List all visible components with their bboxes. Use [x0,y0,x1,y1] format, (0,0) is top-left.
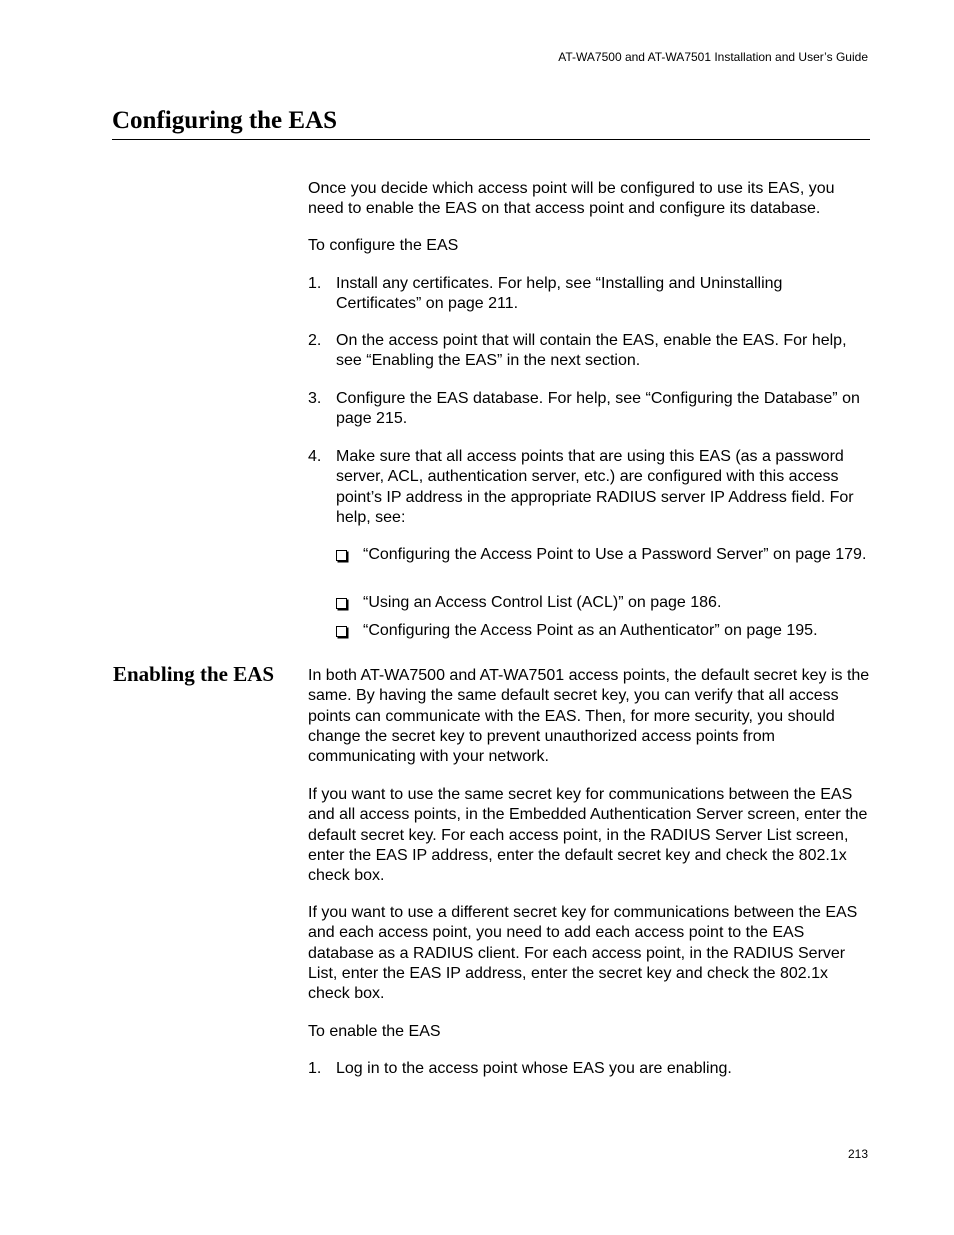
running-header: AT-WA7500 and AT-WA7501 Installation and User’s Guide [558,50,868,64]
step-number: 4. [308,448,322,465]
paragraph: If you want to use a different secret key for communications between the EAS and each access point, you need to add each access point to the EAS database as a RADIUS client. For each access point, in the RADIUS Server List, enter the EAS IP address, enter the secret key and check the 802.1x check box. [308,904,858,1003]
step-text: Log in to the access point whose EAS you are enabling. [336,1060,732,1077]
paragraph: In both AT-WA7500 and AT-WA7501 access points, the default secret key is the same. By having the same default secret key, you can verify that all access points can communicate with the EAS. Then, for more security, you should change the secret key to prevent unauthorized access points from communicating with your network. [308,667,870,766]
step-text: Configure the EAS database. For help, see “Configuring the Database” on page 215. [336,390,860,428]
paragraph: If you want to use the same secret key for communications between the EAS and all access points, in the Embedded Authentication Server screen, enter the default secret key. For each access point, in the RADIUS Server List screen, enter the EAS IP address, enter the default secret key and check the 802.1x check box. [308,786,868,885]
step-number: 1. [308,1060,322,1077]
step-text: On the access point that will contain the EAS, enable the EAS. For help, see “Enabling the EAS” in the next section. [336,332,847,370]
page-number: 213 [847,1147,868,1161]
checkbox-bullet-icon [336,598,347,609]
step-number: 1. [308,275,322,292]
checkbox-bullet-icon [336,550,347,561]
title-rule [112,139,870,140]
step-text: Install any certificates. For help, see “Installing and Uninstalling Certificates” on page 211. [336,275,783,313]
step-number: 2. [308,332,322,349]
procedure-intro: To enable the EAS [308,1023,441,1040]
intro-paragraph: Once you decide which access point will be configured to use its EAS, you need to enable the EAS on that access point and configure its database. [308,180,835,218]
step-number: 3. [308,390,322,407]
bullet-text: “Using an Access Control List (ACL)” on page 186. [363,594,722,611]
checkbox-bullet-icon [336,626,347,637]
subsection-title: Enabling the EAS [113,662,275,686]
procedure-intro: To configure the EAS [308,237,459,254]
section-title: Configuring the EAS [112,107,338,134]
bullet-text: “Configuring the Access Point as an Authenticator” on page 195. [363,622,818,639]
step-text: Make sure that all access points that are using this EAS (as a password server, ACL, authentication server, etc.) are configured with this access point’s IP address in the appropriate RADIUS server IP Address field. For help, see: [336,448,854,526]
bullet-text: “Configuring the Access Point to Use a Password Server” on page 179. [363,546,867,563]
